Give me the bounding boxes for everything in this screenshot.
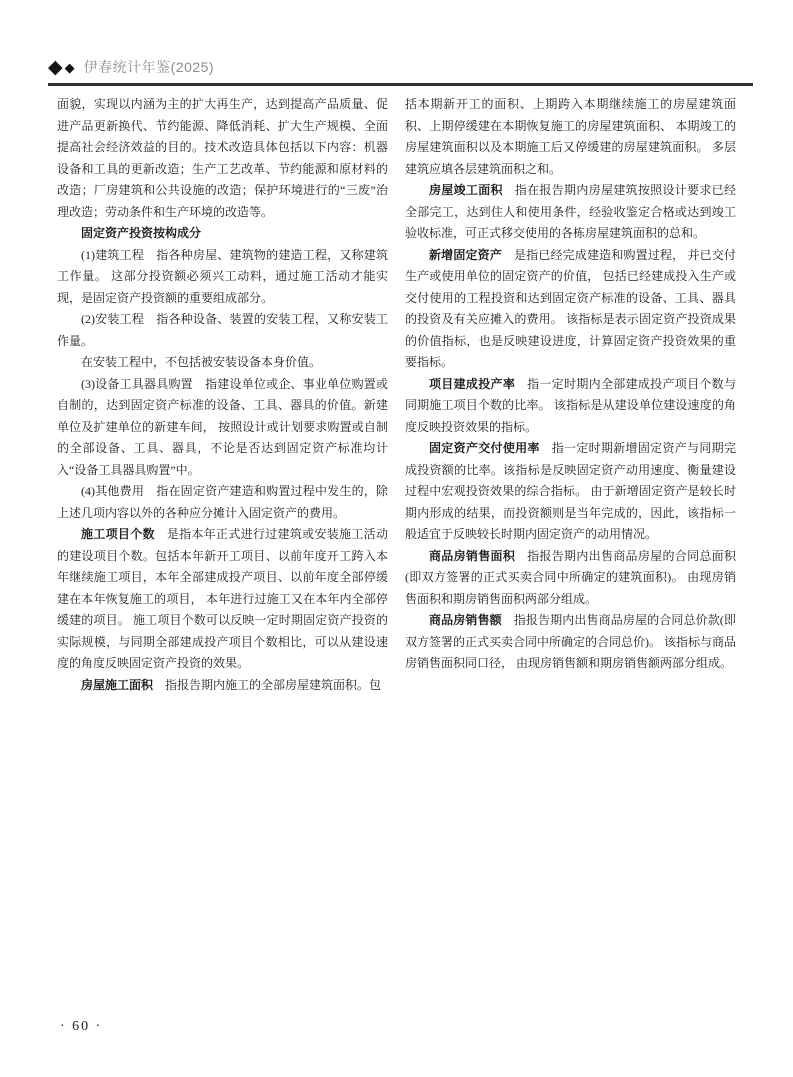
paragraph-item-3: (3)设备工具器具购置 指建设单位或企、事业单位购置或自制的，达到固定资产标准的设备、工具、器具的价值。新建单位及扩建单位的新建车间， 按照设计或计划要求购置或自制的全部设备、工具、器具，不论是否达到固定资产标准均计入“设备工具器具购置”中。 [57, 376, 388, 477]
term-text: 指一定时期新增固定资产与同期完成投资额的比率。该指标是反映固定资产动用速度、衡量建设过程中宏观投资效果的综合指标。 由于新增固定资产是较长时期内形成的结果，而投资额则是当年完成的，因此，该指标一般适宜于反映较长时期内固定资产的动用情况。 [405, 441, 736, 541]
term-label: 商品房销售额 [429, 613, 502, 627]
term-label: 商品房销售面积 [429, 548, 516, 563]
paragraph-continuation: 括本期新开工的面积、上期跨入本期继续施工的房屋建筑面积、上期停缓建在本期恢复施工的房屋建筑面积、 本期竣工的房屋建筑面积以及本期施工后又停缓建的房屋建筑面积。 多层建筑应填各层建筑面积之和。 [405, 97, 736, 176]
term-text: 指报告期内出售商品房屋的合同总价款(即双方签署的正式买卖合同中所确定的合同总价)。 该指标与商品房销售面积同口径， 由现房销售额和期房销售额两部分组成。 [405, 613, 736, 670]
section-heading-label: 固定资产投资按构成分 [81, 226, 202, 240]
header-rule [48, 83, 753, 86]
term-label: 项目建成投产率 [429, 376, 516, 391]
term-text: 指在报告期内房屋建筑按照设计要求已经全部完工，达到住人和使用条件，经验收鉴定合格或达到竣工验收标准，可正式移交使用的各栋房屋建筑面积的总和。 [405, 183, 736, 240]
page-number: · 60 · [60, 1019, 103, 1034]
term-label: 房屋施工面积 [81, 677, 154, 692]
term-definition [57, 675, 388, 697]
left-column [57, 94, 388, 696]
diamond-large-icon: ◆ [48, 56, 63, 78]
diamond-small-icon: ◆ [64, 59, 75, 75]
term-text: 是指本年正式进行过建筑或安装施工活动的建设项目个数。包括本年新开工项目、以前年度开工跨入本年继续施工项目，本年全部建成投产项目、以前年度全部停缓建在本年恢复施工的项目， 本年进行过施工又在本年内全部停缓建的项目。 施工项目个数可以反映一定时期固定资产投资的实际规模，与同期全部建成投产项目个数相比，可以从建设速度的角度反映固定资产投资的效果。 [57, 527, 388, 670]
term-label: 固定资产交付使用率 [429, 441, 540, 455]
term-label: 施工项目个数 [81, 527, 155, 541]
page-header [48, 56, 753, 86]
term-definition [405, 610, 736, 675]
paragraph-continuation: 面貌，实现以内涵为主的扩大再生产，达到提高产品质量、促进产品更新换代、节约能源、降低消耗、扩大生产规模、全面提高社会经济效益的目的。技术改造具体包括以下内容：机器设备和工具的更新改造；生产工艺改革、节约能源和原材料的改造；厂房建筑和公共设施的改造；保护环境进行的“三废”治理改造；劳动条件和生产环境的改造等。 [57, 97, 388, 219]
paragraph-item-4: (4)其他费用 指在固定资产建造和购置过程中发生的，除上述几项内容以外的各种应分摊计入固定资产的费用。 [57, 484, 388, 520]
right-column [405, 94, 736, 696]
paragraph-item-2: (2)安装工程 指各种设备、装置的安装工程，又称安装工作量。 [57, 312, 388, 348]
section-heading [57, 223, 388, 245]
paragraph-item-1: (1)建筑工程 指各种房屋、建筑物的建造工程，又称建筑工作量。 这部分投资额必须兴工动料，通过施工活动才能实现，是固定资产投资额的重要组成部分。 [57, 247, 388, 305]
yearbook-title: 伊春统计年鉴(2025) [83, 59, 215, 75]
text-columns [57, 94, 736, 696]
term-definition [405, 245, 736, 374]
term-definition [405, 180, 736, 245]
term-label: 新增固定资产 [429, 247, 502, 262]
term-text: 指一定时期内全部建成投产项目个数与同期施工项目个数的比率。 该指标是从建设单位建设速度的角度反映投资效果的指标。 [405, 376, 736, 434]
term-definition [405, 374, 736, 439]
term-label: 房屋竣工面积 [429, 183, 503, 197]
term-definition [405, 546, 736, 611]
term-definition [405, 438, 736, 546]
paragraph-note: 在安装工程中，不包括被安装设备本身价值。 [81, 355, 322, 369]
term-definition [57, 524, 388, 675]
term-text: 是指已经完成建造和购置过程， 并已交付生产或使用单位的固定资产的价值， 包括已经建成投入生产或交付使用的工程投资和达到固定资产标准的设备、工具、器具的投资及有关应摊入的费用。 该指标是表示固定资产投资成果的价值指标，也是反映建设进度，计算固定资产投资效果的重要指标。 [405, 247, 736, 369]
term-text: 指报告期内施工的全部房屋建筑面积。包 [165, 677, 382, 692]
term-text: 指报告期内出售商品房屋的合同总面积(即双方签署的正式买卖合同中所确定的建筑面积)。 由现房销售面积和期房销售面积两部分组成。 [405, 548, 736, 606]
